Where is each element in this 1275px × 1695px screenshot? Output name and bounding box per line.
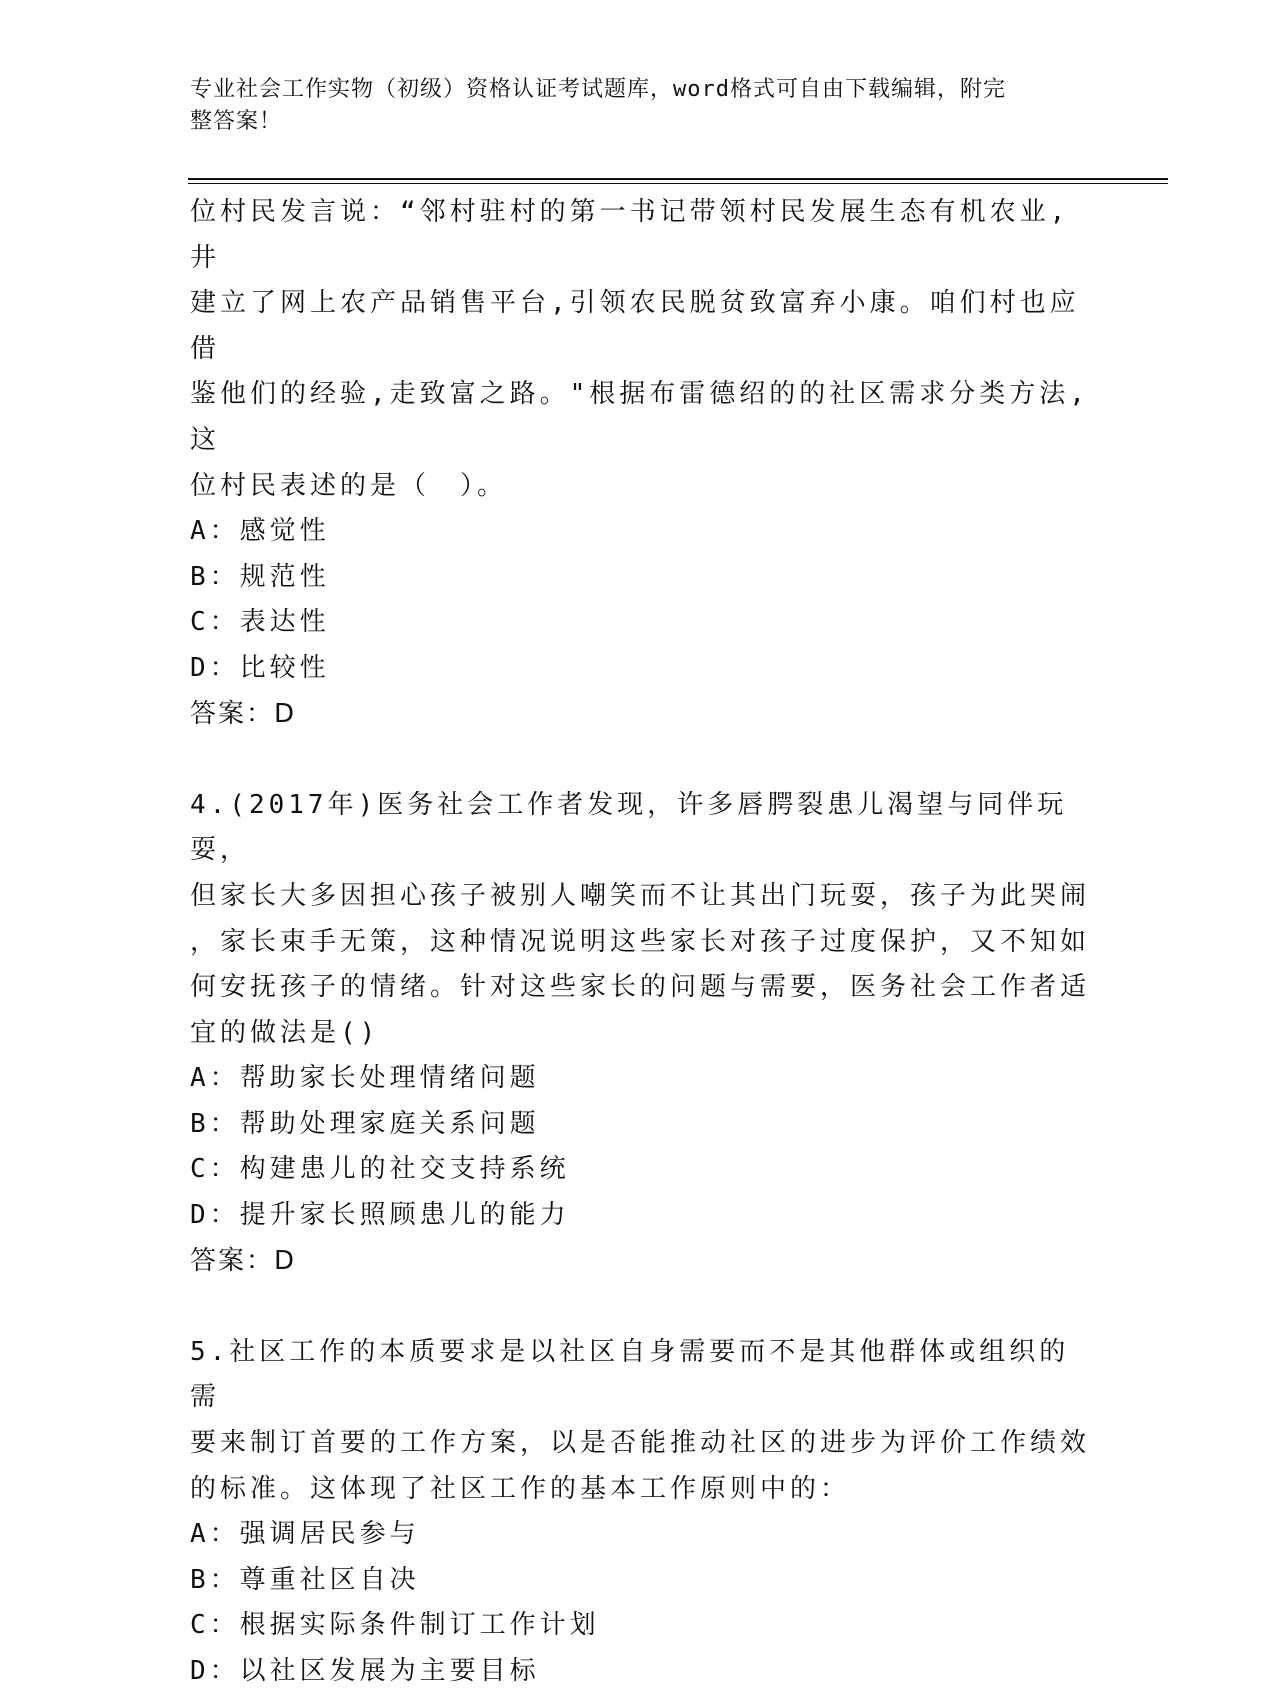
question-5 xyxy=(190,1330,1090,1695)
option-a: A：帮助家长处理情绪问题 xyxy=(190,1063,540,1094)
header-rule-thick xyxy=(188,178,1168,180)
question-3 xyxy=(190,190,1090,737)
question-text-line: 5.社区工作的本质要求是以社区自身需要而不是其他群体或组织的需 xyxy=(190,1336,1070,1413)
option-d: D：以社区发展为主要目标 xyxy=(190,1656,540,1686)
question-text-line: 何安抚孩子的情绪。针对这些家长的问题与需要，医务社会工作者适 xyxy=(190,972,1091,1003)
option-c: C：构建患儿的社交支持系统 xyxy=(190,1154,570,1185)
question-text-line: 要来制订首要的工作方案，以是否能推动社区的进步为评价工作绩效 xyxy=(190,1428,1091,1459)
option-c: C：表达性 xyxy=(190,607,330,638)
header-line-2: 整答案！ xyxy=(190,109,283,134)
header-line-1: 专业社会工作实物（初级）资格认证考试题库，word格式可自由下载编辑，附完 xyxy=(190,77,1006,102)
question-text-line: ，家长束手无策，这种情况说明这些家长对孩子过度保护，又不知如 xyxy=(190,926,1091,957)
question-list xyxy=(190,190,1090,1695)
answer-line: 答案：D xyxy=(190,698,297,729)
question-text-line: 宜的做法是() xyxy=(190,1017,380,1048)
question-4 xyxy=(190,783,1090,1285)
option-d: D：提升家长照顾患儿的能力 xyxy=(190,1200,570,1231)
option-b: B：规范性 xyxy=(190,561,330,592)
question-text-line: 的标准。这体现了社区工作的基本工作原则中的： xyxy=(190,1473,851,1504)
question-text-line: 但家长大多因担心孩子被别人嘲笑而不让其出门玩耍，孩子为此哭闹 xyxy=(190,880,1091,911)
option-b: B：尊重社区自决 xyxy=(190,1564,420,1595)
question-text-line: 鉴他们的经验,走致富之路。"根据布雷德绍的的社区需求分类方法,这 xyxy=(190,379,1089,455)
option-d: D：比较性 xyxy=(190,652,330,683)
spacer xyxy=(190,737,1090,783)
option-b: B：帮助处理家庭关系问题 xyxy=(190,1108,540,1139)
spacer xyxy=(190,1284,1090,1330)
option-a: A：强调居民参与 xyxy=(190,1519,420,1550)
question-text-line: 位村民表述的是（ ）。 xyxy=(190,470,508,501)
document-header xyxy=(190,74,1070,138)
question-text-line: 4.(2017年)医务社会工作者发现，许多唇腭裂患儿渴望与同伴玩耍， xyxy=(190,789,1068,866)
question-text-line: 位村民发言说：“邻村驻村的第一书记带领村民发展生态有机农业,井 xyxy=(190,197,1070,273)
question-text-line: 建立了网上农产品销售平台,引领农民脱贫致富弃小康。咱们村也应借 xyxy=(190,288,1080,364)
answer-line: 答案：D xyxy=(190,1245,297,1276)
header-rule-thin xyxy=(188,183,1168,184)
option-c: C：根据实际条件制订工作计划 xyxy=(190,1610,600,1641)
option-a: A：感觉性 xyxy=(190,516,330,547)
